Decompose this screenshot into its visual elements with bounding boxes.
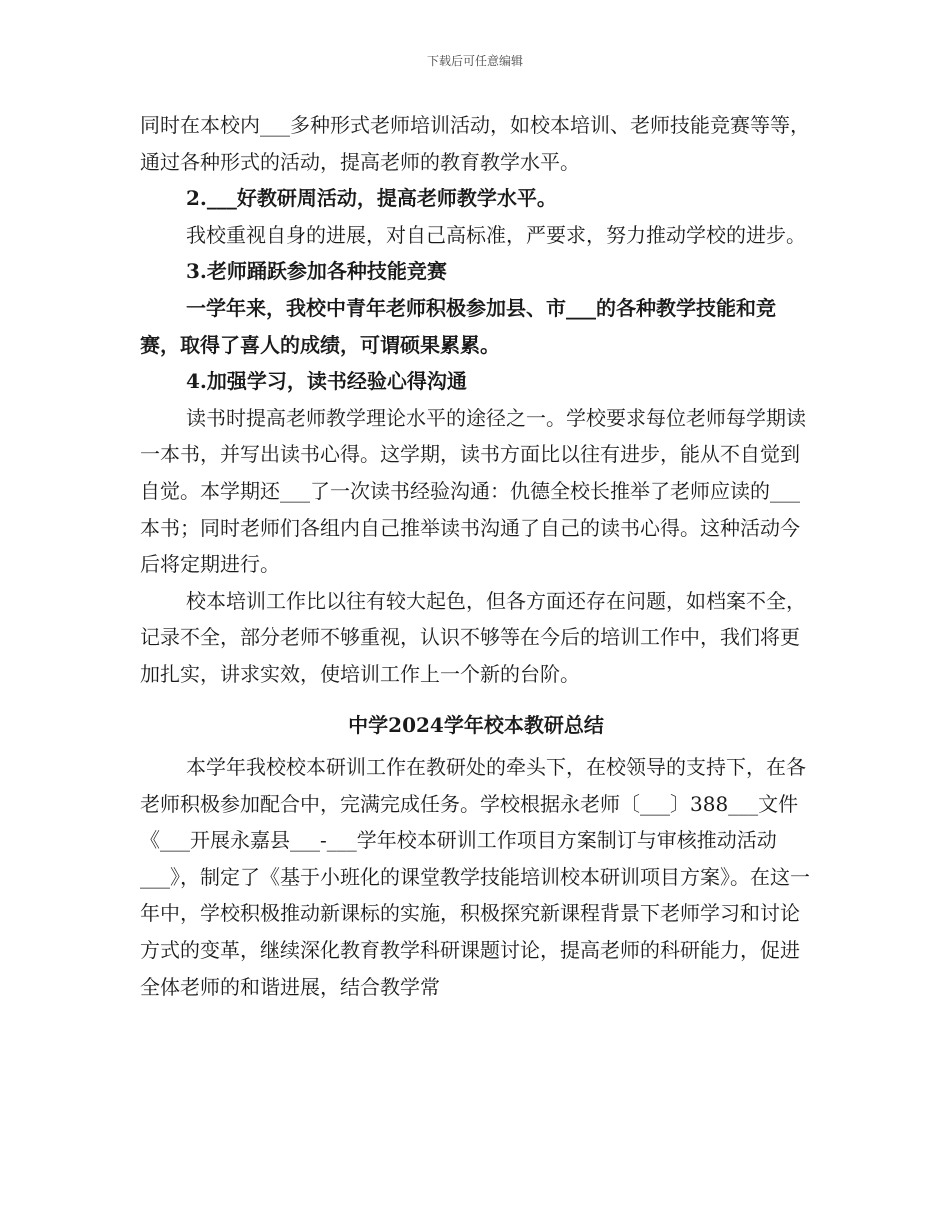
- paragraph-training-summary: 校本培训工作比以往有较大起色，但各方面还存在问题，如档案不全，记录不全，部分老师不够重视，认识不够等在今后的培训工作中，我们将更加扎实，讲求实效，使培训工作上一个新的台阶。: [140, 588, 806, 686]
- paragraph-annual-summary: 本学年我校校本研训工作在教研处的牵头下，在校领导的支持下，在各老师积极参加配合中，完满完成任务。学校根据永老师〔___〕388___文件《___开展永嘉县___-___学年校本研训工作项目方案制订与审核推动活动___》，制定了《基于小班化的课堂教学技能培训校本研训项目方案》。在这一年中，学校积极推动新课标的实施，积极探究新课程背景下老师学习和讨论方式的变革，继续深化教育教学科研课题讨论，提高老师的科研能力，促进全体老师的和谐进展，结合教学常: [140, 755, 810, 999]
- document-body: [140, 107, 812, 1005]
- paragraph-self-development: 我校重视自身的进展，对自己高标准，严要求，努力推动学校的进步。: [186, 222, 806, 247]
- page-header: 下载后可任意编辑: [426, 54, 523, 68]
- heading-reading-exchange: 4.加强学习，读书经验心得沟通: [186, 369, 467, 394]
- heading-research-week: 2.___好教研周活动，提高老师教学水平。: [186, 186, 557, 211]
- heading-skill-competition: 3.老师踊跃参加各种技能竞赛: [186, 259, 447, 284]
- section-title: 中学2024学年校本教研总结: [348, 712, 604, 737]
- paragraph-training-forms: 同时在本校内___多种形式老师培训活动，如校本培训、老师技能竞赛等等，通过各种形式的活动，提高老师的教育教学水平。: [140, 113, 810, 174]
- paragraph-competition-results: 一学年来，我校中青年老师积极参加县、市___的各种教学技能和竞赛，取得了喜人的成绩，可谓硕果累累。: [140, 295, 776, 357]
- paragraph-reading: 读书时提高老师教学理论水平的途径之一。学校要求每位老师每学期读一本书，并写出读书心得。这学期，读书方面比以往有进步，能从不自觉到自觉。本学期还___了一次读书经验沟通：仇德全校长推举了老师应读的___本书；同时老师们各组内自己推举读书沟通了自己的读书心得。这种活动今后将定期进行。: [140, 405, 806, 577]
